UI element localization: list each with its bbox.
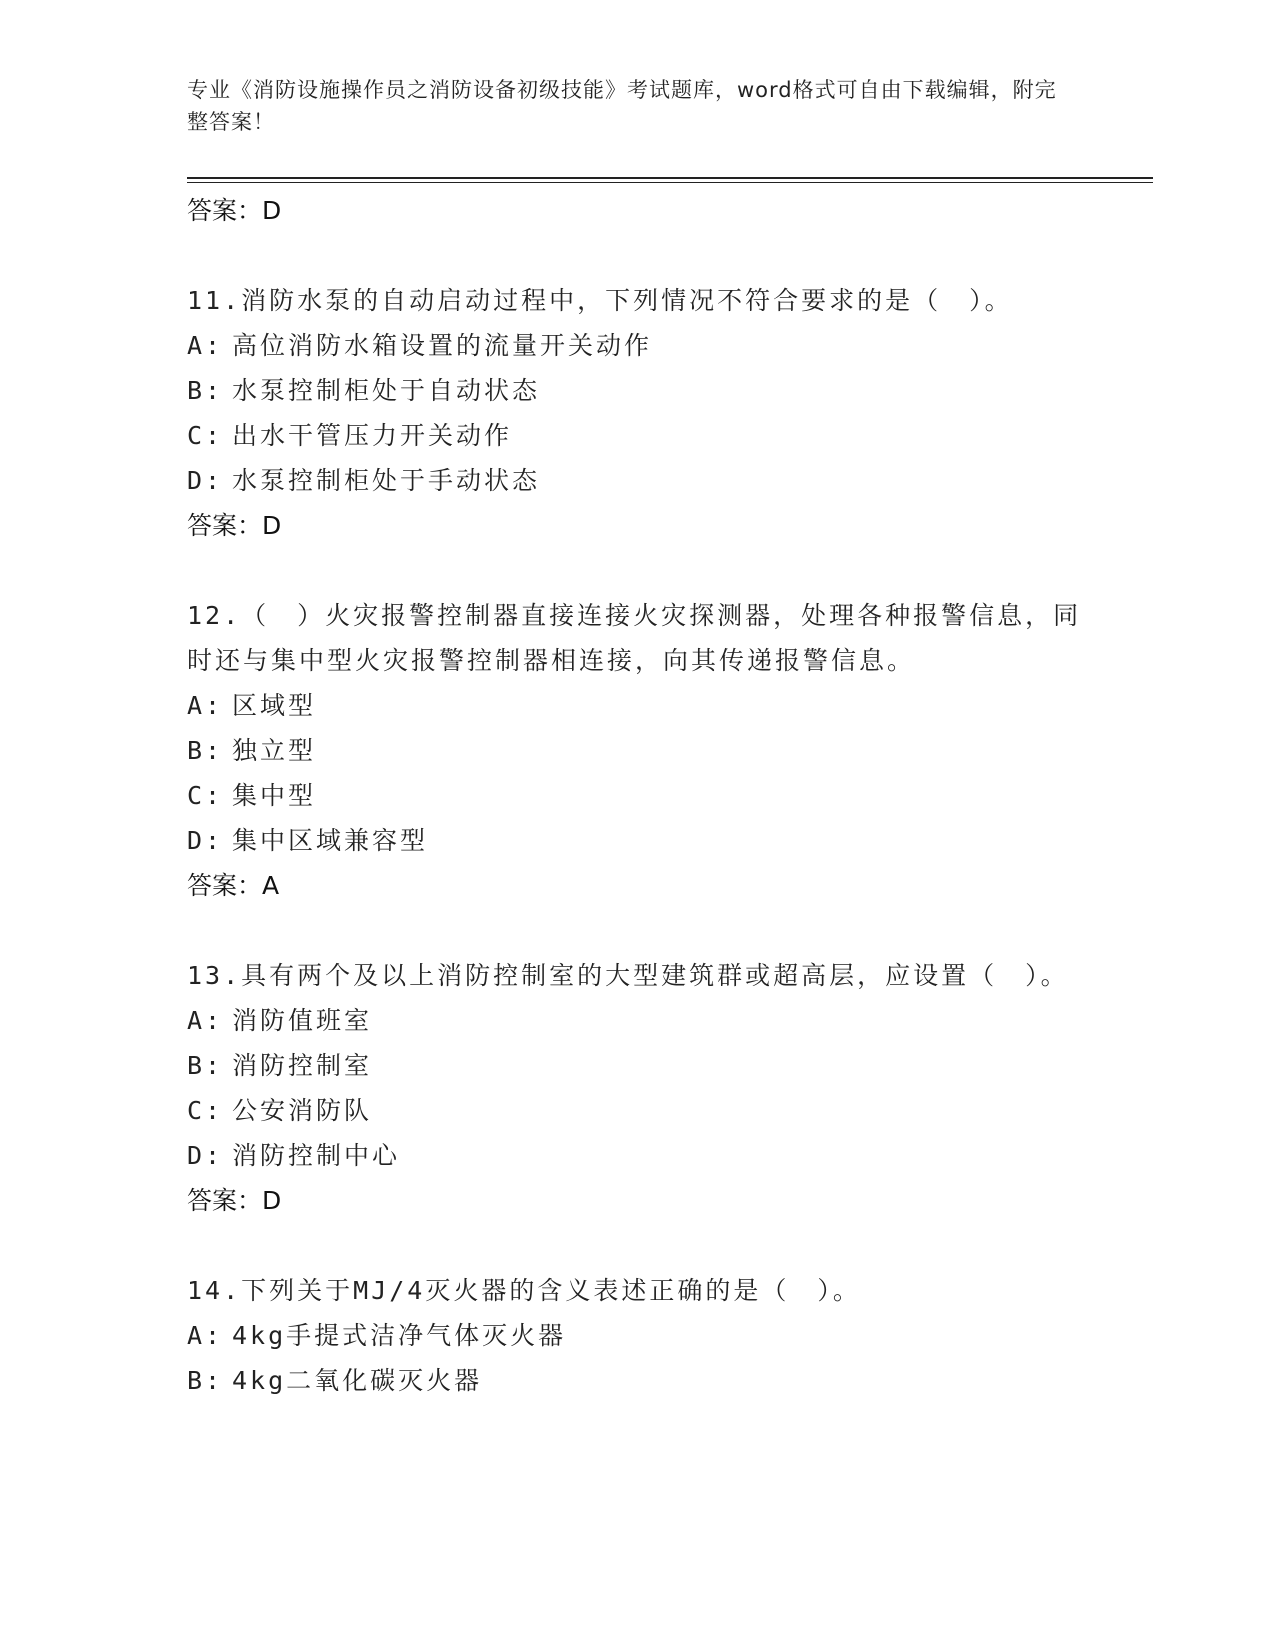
option-text: 水泵控制柜处于自动状态 [232, 376, 541, 405]
option-letter: D: [187, 1141, 224, 1170]
option-text: 消防控制室 [232, 1051, 373, 1080]
spacer [187, 908, 1087, 953]
option-text: 集中型 [232, 781, 317, 810]
option-b [187, 1043, 1087, 1088]
option-a [187, 323, 1087, 368]
spacer [187, 548, 1087, 593]
option-c [187, 413, 1087, 458]
option-text: 消防控制中心 [232, 1141, 401, 1170]
option-text: 公安消防队 [232, 1096, 373, 1125]
question-stem: 13.具有两个及以上消防控制室的大型建筑群或超高层，应设置（ ）。 [187, 961, 1069, 990]
option-letter: A: [187, 1006, 224, 1035]
option-letter: B: [187, 376, 224, 405]
header-rule-thin [187, 182, 1153, 183]
page-header: 专业《消防设施操作员之消防设备初级技能》考试题库，word格式可自由下载编辑，附完整答案！ [187, 78, 1057, 134]
option-d [187, 1133, 1087, 1178]
option-letter: B: [187, 736, 224, 765]
option-a [187, 683, 1087, 728]
option-text: 出水干管压力开关动作 [232, 421, 513, 450]
option-text: 区域型 [232, 691, 317, 720]
question-list [187, 188, 1087, 1403]
option-text: 集中区域兼容型 [232, 826, 429, 855]
question-stem: 11.消防水泵的自动启动过程中，下列情况不符合要求的是（ ）。 [187, 286, 1013, 315]
header-rule-thick [187, 177, 1153, 179]
option-letter: A: [187, 1321, 224, 1350]
option-a [187, 1313, 1087, 1358]
option-letter: D: [187, 466, 224, 495]
option-b [187, 368, 1087, 413]
option-letter: C: [187, 421, 224, 450]
option-letter: A: [187, 691, 224, 720]
option-text: 高位消防水箱设置的流量开关动作 [232, 331, 653, 360]
option-text: 消防值班室 [232, 1006, 373, 1035]
option-c [187, 773, 1087, 818]
answer-line: 答案：A [187, 871, 280, 900]
option-letter: D: [187, 826, 224, 855]
answer-line: 答案：D [187, 196, 282, 225]
option-d [187, 818, 1087, 863]
answer-line: 答案：D [187, 1186, 282, 1215]
question-block [187, 953, 1087, 1223]
option-letter: C: [187, 1096, 224, 1125]
option-letter: A: [187, 331, 224, 360]
question-block [187, 1268, 1087, 1403]
option-c [187, 1088, 1087, 1133]
option-text: 水泵控制柜处于手动状态 [232, 466, 541, 495]
option-text: 4kg手提式洁净气体灭火器 [232, 1321, 567, 1350]
option-letter: B: [187, 1366, 224, 1395]
option-a [187, 998, 1087, 1043]
option-b [187, 728, 1087, 773]
question-block [187, 278, 1087, 548]
question-block [187, 593, 1087, 908]
option-letter: B: [187, 1051, 224, 1080]
answer-line: 答案：D [187, 511, 282, 540]
option-d [187, 458, 1087, 503]
spacer [187, 233, 1087, 278]
question-stem: 14.下列关于MJ/4灭火器的含义表述正确的是（ ）。 [187, 1276, 861, 1305]
option-text: 独立型 [232, 736, 317, 765]
option-letter: C: [187, 781, 224, 810]
option-b [187, 1358, 1087, 1403]
spacer [187, 1223, 1087, 1268]
question-stem: 12.（ ）火灾报警控制器直接连接火灾探测器，处理各种报警信息，同时还与集中型火灾报警控制器相连接，向其传递报警信息。 [187, 601, 1082, 675]
option-text: 4kg二氧化碳灭火器 [232, 1366, 483, 1395]
